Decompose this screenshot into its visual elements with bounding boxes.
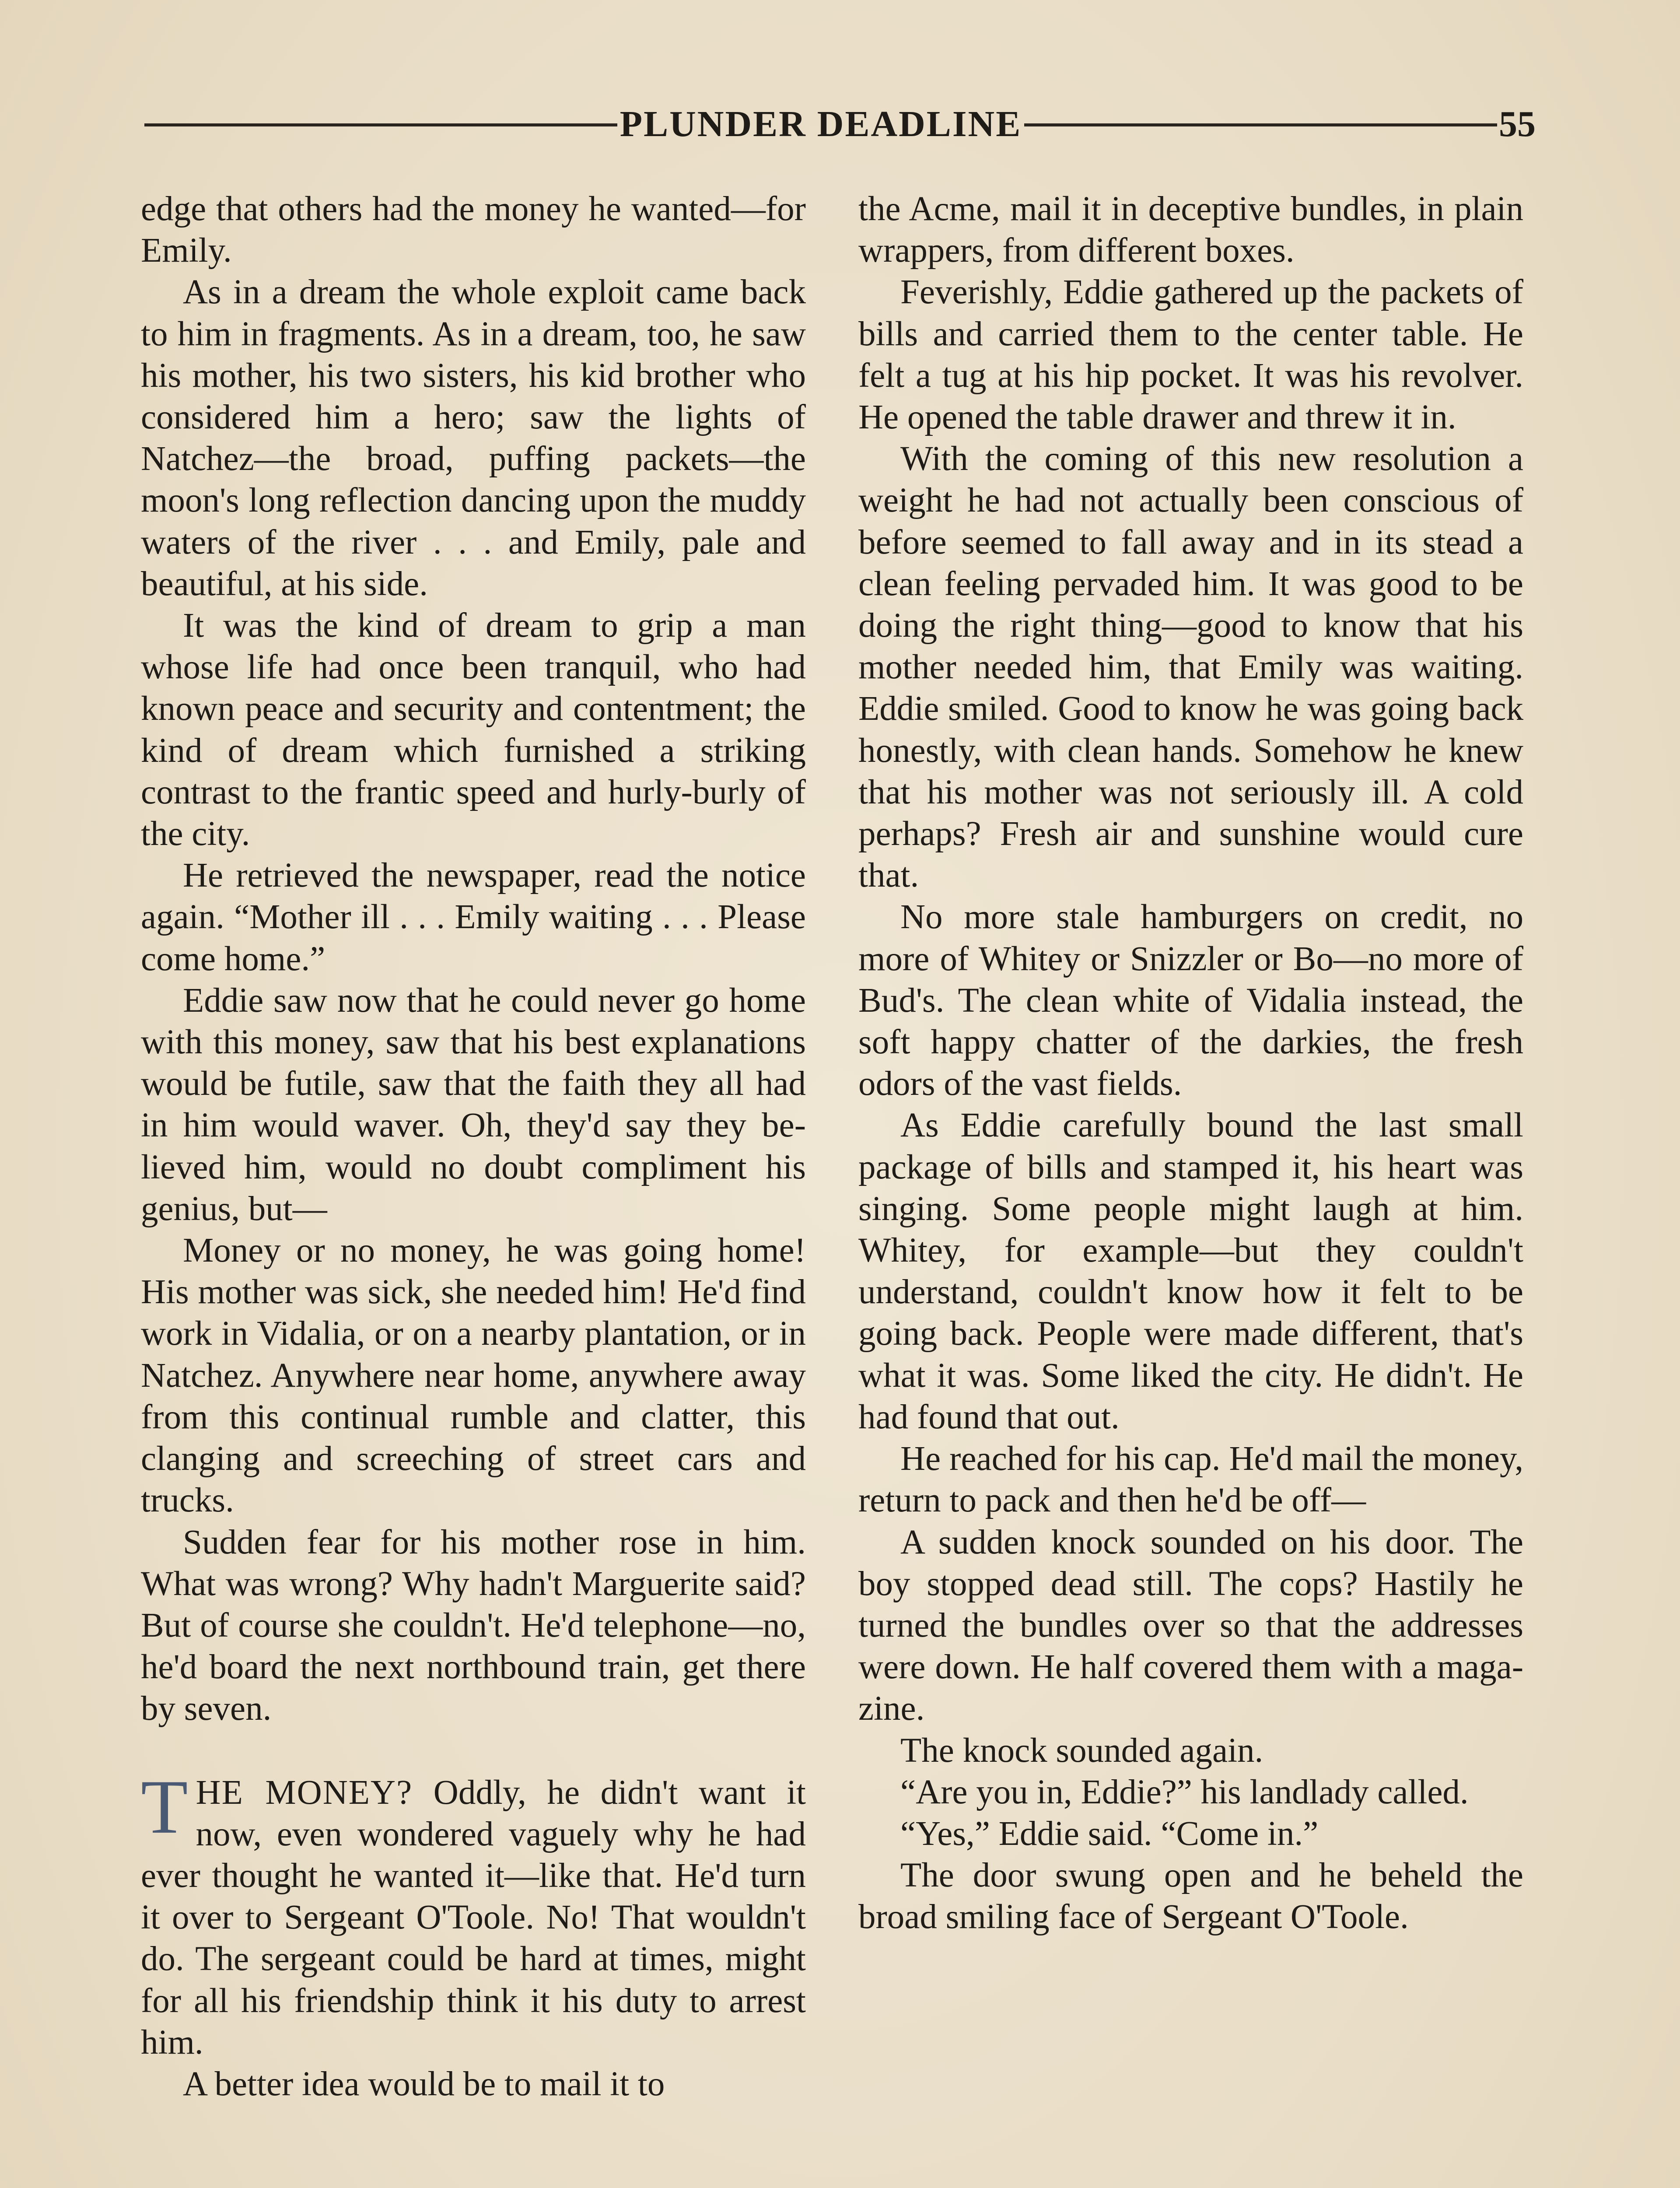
paragraph: the Acme, mail it in deceptive bundles, in plain wrappers, from different boxes. xyxy=(858,190,1523,270)
right-paragraphs xyxy=(858,188,1523,1938)
paragraph: A better idea would be to mail it to xyxy=(183,2065,665,2103)
paragraph: He reached for his cap. He'd mail the money, return to pack and then he'd be off— xyxy=(858,1440,1523,1520)
page-number: 55 xyxy=(1499,103,1536,144)
header-rule-right xyxy=(1024,123,1497,126)
header-rule-left xyxy=(144,123,617,126)
section-break xyxy=(141,1730,806,1772)
paragraph: Feverishly, Eddie gathered up the packets of bills and carried them to the center table. He felt a tug at his hip pocket. It was his revolver. He opened the table drawer and threw it in. xyxy=(858,273,1523,437)
section-lead: HE MONEY? xyxy=(196,1773,413,1812)
paragraph: Money or no money, he was going home! His mother was sick, she needed him! He'd find work in Vidalia, or on a nearby plantation, or in Natchez. Anywhere near home, anywhere away from this continual rumble and clatter, this clanging and screeching of street cars and trucks. xyxy=(141,1231,806,1520)
paragraph: It was the kind of dream to grip a man whose life had once been tranquil, who had known peace and security and contentment; the kind of dream which furnished a striking contrast to the frantic speed and hurly-burly of the city. xyxy=(141,607,806,853)
left-column xyxy=(141,188,806,2105)
section-first-text: Oddly, he didn't want it now, even wondered vaguely why he had ever thought he wanted it—like that. He'd turn it over to Sergeant O'Toole. No! That wouldn't do. The sergeant could be hard at times, might for all his friendship think it his duty to arrest him. xyxy=(141,1773,806,2062)
paragraph: “Are you in, Eddie?” his landlady called. xyxy=(900,1773,1469,1811)
left-section-paragraphs xyxy=(141,2063,806,2105)
paragraph: He retrieved the newspaper, read the notice again. “Mother ill . . . Emily waiting . . . Please come home.” xyxy=(141,856,806,978)
paragraph: With the coming of this new resolution a weight he had not actually been conscious of before seemed to fall away and in its stead a clean feeling pervaded him. It was good to be doing the right thing—good to know that his mother needed him, that Emily was waiting. Eddie smiled. Good to know he was going back honestly, with clean hands. Somehow he knew that his mother was not seriously ill. A cold perhaps? Fresh air and sunshine would cure that. xyxy=(858,440,1523,895)
paragraph: The knock sounded again. xyxy=(900,1731,1264,1770)
paragraph: The door swung open and he beheld the broad smiling face of Sergeant O'Toole. xyxy=(858,1856,1523,1936)
left-paragraphs xyxy=(141,188,806,1730)
paragraph: A sudden knock sounded on his door. The boy stopped dead still. The cops? Hastily he turned the bundles over so that the addresses were down. He half covered them with a magazine. xyxy=(858,1523,1523,1728)
paragraph: “Yes,” Eddie said. “Come in.” xyxy=(900,1814,1319,1853)
paragraph: No more stale hamburgers on credit, no more of Whitey or Snizzler or Bo—no more of Bud's. The clean white of Vidalia instead, the soft happy chatter of the darkies, the fresh odors of the vast fields. xyxy=(858,898,1523,1103)
section-first-paragraph xyxy=(141,1764,806,2063)
running-header xyxy=(144,100,1536,148)
story-title: PLUNDER DEADLINE xyxy=(620,103,1022,144)
paragraph: As Eddie carefully bound the last small package of bills and stamped it, his heart was singing. Some people might laugh at him. Whitey, for example—but they couldn't understand, couldn't know how it felt to be going back. People were made different, that's what it was. Some liked the city. He didn't. He had found that out. xyxy=(858,1106,1523,1436)
paragraph: As in a dream the whole exploit came back to him in fragments. As in a dream, too, he saw his mother, his two sisters, his kid brother who considered him a hero; saw the lights of Natchez—the broad, puffing packets—the moon's long reflection dancing upon the muddy waters of the river . . . and Emily, pale and beautiful, at his side. xyxy=(141,273,806,603)
right-column xyxy=(858,188,1523,1938)
paragraph: Sudden fear for his mother rose in him. What was wrong? Why hadn't Marguerite said? But of course she couldn't. He'd telephone—no, he'd board the next northbound train, get there by seven. xyxy=(141,1523,806,1728)
paragraph: Eddie saw now that he could never go home with this money, saw that his best explanations would be futile, saw that the faith they all had in him would waver. Oh, they'd say they believed him, would no doubt compliment his genius, but— xyxy=(141,981,806,1228)
drop-cap: T xyxy=(141,1764,188,1850)
paragraph: edge that others had the money he wanted—for Emily. xyxy=(141,190,806,270)
